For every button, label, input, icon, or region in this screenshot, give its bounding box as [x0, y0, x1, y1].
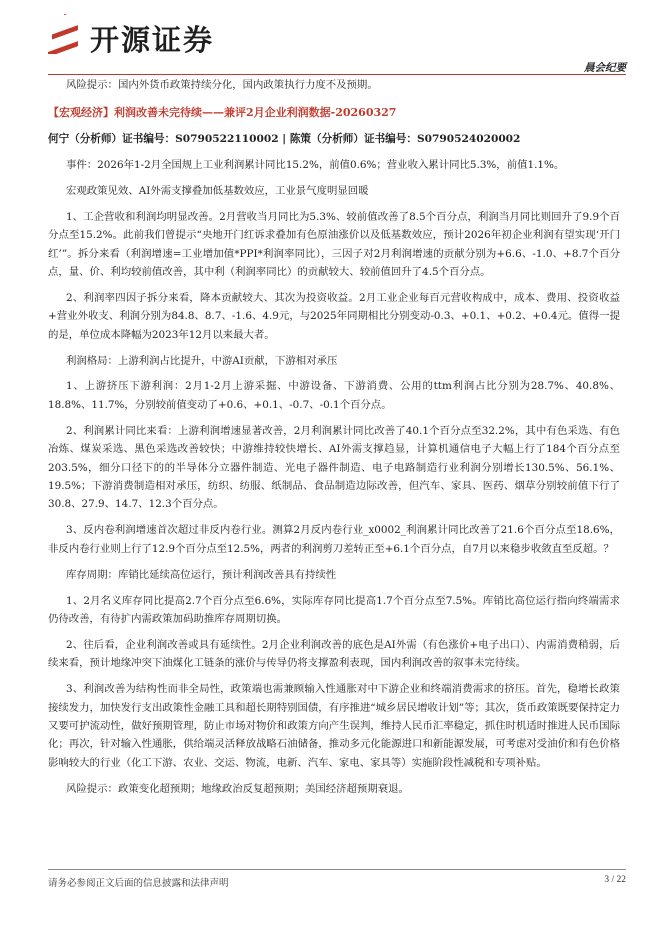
header-divider [48, 74, 626, 75]
kaiyuan-logo-icon [48, 14, 82, 54]
brand-name: 开源证券 [90, 23, 215, 57]
section-heading-3: 库存周期：库销比延续高位运行，预计利润改善具有持续性 [66, 568, 337, 581]
paragraph-3: 1、上游挤压下游利润：2月1-2月上游采掘、中游设备、下游消费、公用的ttm利润占比分别为28.7%、40.8%、18.8%、11.7%，分别较前值变动了+0.6、+0.1、-0.7、-0.1个百分点。 [48, 380, 620, 411]
event-paragraph: 事件：2026年1-2月全国规上工业利润累计同比15.2%，前值0.6%；营业收入累计同比5.3%，前值1.1%。 [66, 158, 565, 171]
report-body [48, 76, 620, 798]
risk-warning-bottom: 风险提示：政策变化超预期；地缘政治反复超预期；美国经济超预期衰退。 [66, 782, 409, 795]
paragraph-8: 3、利润改善为结构性而非全局性，政策端也需兼顾输入性通胀对中下游企业和终端消费需求的挤压。首先，稳增长政策接续发力，加快发行支出政策性金融工具和超长期特别国债，有序推进“城乡居民增收计划”等；其次，货币政策既要保持定力又要可护流动性，做好预期管理，防止市场对物价和政策方向产生误判，维持人民币汇率稳定，抓住时机适时推进人民币国际化；再次，针对输入性通胀，供给端灵活释放战略石油储备，推动多元化能源进口和新能源发展，可考虑对受油价和有色价格影响较大的行业（化工下游、农业、交运、物流，电新、汽车、家电、家具等）实施阶段性减税和专项补贴。 [48, 683, 620, 769]
paragraph-1: 1、工企营收和利润均明显改善。2月营收当月同比为5.3%、较前值改善了8.5个百分点，利润当月同比则回升了9.9个百分点至15.2%。此前我们曾提示“央地开门红诉求叠加有色原油涨价以及低基数效应，预计2026年初企业利润有望实现‘开门红’”。拆分来看（利润增速=工业增加值*PPI*利润率同比），三因子对2月利润增速的贡献分别为+6.6、-1.0、+8.7个百分点，量、价、利均较前值改善，其中利（利润率同比）的贡献较大、较前值回升了4.5个百分点。 [48, 210, 620, 278]
page-header [48, 14, 626, 72]
page-number: 3 / 22 [604, 875, 626, 885]
paragraph-4: 2、利润累计同比来看：上游利润增速显著改善，2月利润累计同比改善了40.1个百分点至32.2%，其中有色采选、有色冶炼、煤炭采选、黑色采选改善较快；中游维持较快增长、AI外需支撑趋显，计算机通信电子大幅上行了184个百分点至203.5%，细分口径下的的半导体分立器件制造、光电子器件制造、电子电路制造行业利润分别增长130.5%、56.1%、19.5%；下游消费制造相对承压，纺织、纺服、纸制品、食品制造边际改善，但汽车、家具、医药、烟草分别较前值下行了30.8、27.9、14.7、12.3个百分点。 [48, 424, 620, 511]
article-title[interactable]: 【宏观经济】利润改善未完待续——兼评2月企业利润数据-20260327 [48, 106, 397, 120]
section-heading-2: 利润格局：上游利润占比提升，中游AI贡献，下游相对承压 [66, 354, 338, 367]
paragraph-7: 2、往后看，企业利润改善或具有延续性。2月企业利润改善的底色是AI外需（有色涨价+电子出口）、内需消费稍弱，后续来看，预计地缘冲突下油煤化工链条的涨价与传导仍将支撑盈利表现，国内利润改善的叙事未完待续。 [48, 638, 620, 670]
section-heading-1: 宏观政策见效、AI外需支撑叠加低基数效应，工业景气度明显回暖 [66, 184, 369, 197]
footer-disclaimer: 请务必参阅正文后面的信息披露和法律声明 [48, 878, 229, 889]
risk-warning-top: 风险提示：国内外货币政策持续分化，国内政策执行力度不及预期。 [66, 79, 378, 91]
footer-divider [48, 869, 626, 870]
paragraph-6: 1、2月名义库存同比提高2.7个百分点至6.6%，实际库存同比提高1.7个百分点至7.5%。库销比高位运行指向终端需求仍待改善，有待扩内需政策加码助推库存周期切换。 [48, 594, 620, 625]
paragraph-2: 2、利润率四因子拆分来看，降本贡献较大、其次为投资收益。2月工业企业每百元营收构成中，成本、费用、投资收益+营业外收支、利润分别为84.8、8.7、-1.6、4.9元，与2025年同期相比分别变动-0.3、+0.1、+0.2、+0.4元。值得一提的是，单位成本降幅为2023年12月以来最大者。 [48, 291, 620, 341]
paragraph-5: 3、反内卷利润增速首次超过非反内卷行业。测算2月反内卷行业_x0002_利润累计同比改善了21.6个百分点至18.6%，非反内卷行业则上行了12.9个百分点至12.5%，两者的利润剪刀差转正至+6.1个百分点，自7月以来稳步收敛直至反超。？ [48, 524, 620, 555]
section-title: 晨会纪要 [584, 62, 626, 74]
author-line: 何宁（分析师）证书编号：S0790522110002 | 陈策（分析师）证书编号：S0790524020002 [48, 133, 521, 146]
